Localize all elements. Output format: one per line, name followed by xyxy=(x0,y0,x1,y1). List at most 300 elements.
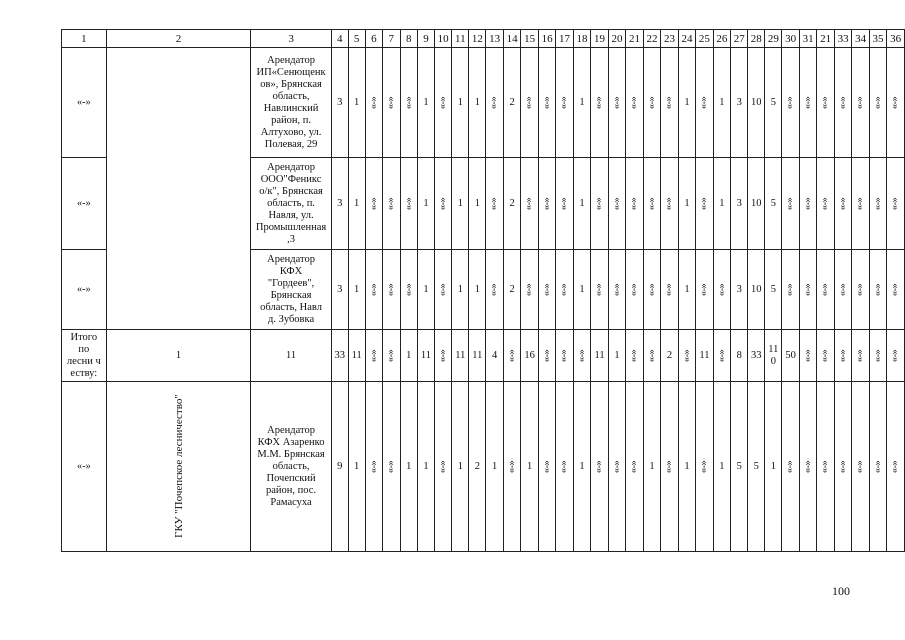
value-cell xyxy=(503,48,520,158)
value-text: 3 xyxy=(736,197,742,209)
value-text: 1 xyxy=(719,460,725,472)
dash-mark: «-» xyxy=(784,96,796,109)
value-text: 4 xyxy=(491,349,498,361)
value-cell xyxy=(348,382,365,552)
data-table xyxy=(61,29,905,552)
value-cell xyxy=(661,330,678,382)
value-text: 3 xyxy=(337,197,343,209)
header-cell: 21 xyxy=(626,30,643,48)
value-cell xyxy=(486,158,503,250)
value-cell xyxy=(852,330,869,382)
value-cell xyxy=(696,330,713,382)
dash-mark: «-» xyxy=(645,197,657,210)
header-cell: 1 xyxy=(62,30,107,48)
value-cell xyxy=(591,330,608,382)
cell-line: Навля, ул. xyxy=(268,209,314,221)
dash-mark: «-» xyxy=(854,349,866,362)
value-cell xyxy=(678,382,695,552)
header-cell: 29 xyxy=(765,30,782,48)
header-cell: 16 xyxy=(538,30,555,48)
dash-mark: «-» xyxy=(837,96,849,109)
dash-mark: «-» xyxy=(523,96,535,109)
dash-mark: «-» xyxy=(385,460,397,473)
value-cell xyxy=(348,250,365,330)
value-cell xyxy=(591,250,608,330)
lessee-description xyxy=(251,382,332,552)
dash-mark: «-» xyxy=(872,96,884,109)
cell-line: лесни ч xyxy=(66,355,101,367)
value-cell xyxy=(713,250,730,330)
cell-line: район, пос. xyxy=(266,484,317,496)
value-cell xyxy=(817,382,834,552)
value-cell xyxy=(538,330,555,382)
value-cell xyxy=(869,158,886,250)
value-cell xyxy=(365,158,382,250)
value-text: 1 xyxy=(457,197,463,209)
dash-mark: «-» xyxy=(802,349,814,362)
dash-mark: «-» xyxy=(437,460,449,473)
value-cell xyxy=(608,330,625,382)
dash-mark: «-» xyxy=(889,96,901,109)
value-cell xyxy=(799,250,816,330)
dash-mark: «-» xyxy=(854,197,866,210)
dash-mark: «-» xyxy=(367,197,379,210)
value-text: 1 xyxy=(423,460,429,472)
dash-mark: «-» xyxy=(611,460,622,473)
value-text: 11 xyxy=(351,349,362,361)
dash-mark: «-» xyxy=(628,460,640,473)
table-row xyxy=(62,48,905,158)
value-cell xyxy=(486,382,503,552)
value-cell xyxy=(678,158,695,250)
value-cell xyxy=(696,382,713,552)
value-cell xyxy=(556,330,573,382)
value-cell xyxy=(348,48,365,158)
cell-line: область, Навл xyxy=(260,301,322,313)
value-cell xyxy=(713,330,730,382)
header-cell: 35 xyxy=(869,30,886,48)
value-text: 1 xyxy=(354,96,360,108)
value-cell xyxy=(556,158,573,250)
dash-mark: «-» xyxy=(558,460,570,473)
value-cell xyxy=(573,330,590,382)
dash-mark: «-» xyxy=(837,283,849,296)
dash-mark: «-» xyxy=(385,349,397,362)
value-cell xyxy=(869,330,886,382)
value-cell xyxy=(852,250,869,330)
value-cell xyxy=(418,330,435,382)
value-cell xyxy=(452,250,469,330)
value-cell xyxy=(731,330,748,382)
dash-mark: «-» xyxy=(488,96,500,109)
dash-mark: «-» xyxy=(628,283,640,296)
value-text: 33 xyxy=(334,349,346,361)
value-cell xyxy=(765,48,782,158)
value-cell xyxy=(331,250,348,330)
value-cell xyxy=(887,382,905,552)
value-cell xyxy=(538,382,555,552)
value-cell xyxy=(782,250,799,330)
value-cell xyxy=(591,48,608,158)
cell-line: Полевая, 29 xyxy=(264,138,318,150)
value-text: 5 xyxy=(736,460,742,472)
value-text: 11 xyxy=(455,349,466,361)
value-cell xyxy=(365,48,382,158)
value-cell xyxy=(765,158,782,250)
dash-mark: «-» xyxy=(367,283,379,296)
value-cell xyxy=(817,158,834,250)
dash-mark: «-» xyxy=(802,197,814,210)
header-cell: 15 xyxy=(521,30,538,48)
cell-line: М.М. Брянская xyxy=(257,448,325,460)
header-cell: 20 xyxy=(608,30,625,48)
header-cell: 31 xyxy=(799,30,816,48)
value-cell xyxy=(748,250,765,330)
dash-mark: «-» xyxy=(645,96,657,109)
value-cell xyxy=(869,382,886,552)
value-cell xyxy=(348,158,365,250)
value-cell xyxy=(556,48,573,158)
dash-mark: «-» xyxy=(645,283,657,296)
value-cell xyxy=(799,330,816,382)
dash-mark: «-» xyxy=(854,283,866,296)
header-cell: 8 xyxy=(400,30,417,48)
cell-line: по xyxy=(78,343,90,355)
value-cell xyxy=(573,158,590,250)
dash-mark: «-» xyxy=(628,96,640,109)
dash-mark: «-» xyxy=(437,349,449,362)
dash-mark: «-» xyxy=(558,197,570,210)
cell-line: область, п. xyxy=(267,197,315,209)
header-cell: 28 xyxy=(748,30,765,48)
value-cell xyxy=(626,382,643,552)
value-text: 1 xyxy=(457,460,463,472)
value-cell xyxy=(765,330,782,382)
header-cell: 10 xyxy=(434,30,451,48)
value-text: 2 xyxy=(509,197,515,209)
value-cell xyxy=(434,330,451,382)
value-cell xyxy=(696,250,713,330)
dash-mark: «-» xyxy=(854,460,866,473)
dash-mark: «-» xyxy=(367,96,379,109)
value-cell xyxy=(452,158,469,250)
header-cell: 30 xyxy=(782,30,799,48)
value-cell xyxy=(782,330,799,382)
value-text: 1 xyxy=(423,96,429,108)
dash-mark: «-» xyxy=(802,283,814,296)
value-cell xyxy=(538,48,555,158)
value-cell xyxy=(852,382,869,552)
value-cell xyxy=(643,330,660,382)
dash-mark: «-» xyxy=(837,460,849,473)
cell-line: о/к", Брянская xyxy=(259,185,323,197)
value-cell xyxy=(887,158,905,250)
value-text: 1 xyxy=(684,197,690,209)
dash-mark: «-» xyxy=(506,349,518,362)
value-cell xyxy=(731,250,748,330)
value-cell xyxy=(365,250,382,330)
value-text: 3 xyxy=(337,283,343,295)
value-cell xyxy=(869,250,886,330)
value-text: 3 xyxy=(337,96,343,108)
dash-mark: «-» xyxy=(576,349,588,362)
header-cell: 3 xyxy=(251,30,332,48)
value-cell xyxy=(817,48,834,158)
dash-mark: «-» xyxy=(698,460,710,473)
header-cell: 27 xyxy=(731,30,748,48)
lessee-description xyxy=(251,250,332,330)
dash-mark: «-» xyxy=(523,197,535,210)
dash-mark: «-» xyxy=(611,197,622,210)
value-cell xyxy=(573,48,590,158)
header-cell: 25 xyxy=(696,30,713,48)
value-cell xyxy=(887,48,905,158)
header-cell: 2 xyxy=(106,30,251,48)
value-cell xyxy=(626,48,643,158)
dash-mark: «-» xyxy=(437,197,449,210)
value-cell xyxy=(434,158,451,250)
dash-mark: «-» xyxy=(819,349,831,362)
dash-mark: «-» xyxy=(837,349,849,362)
value-cell xyxy=(521,382,538,552)
dash-mark: «-» xyxy=(819,197,831,210)
value-text: 16 xyxy=(524,349,535,361)
value-cell xyxy=(782,48,799,158)
dash-mark: «-» xyxy=(385,96,397,109)
value-cell xyxy=(331,48,348,158)
header-cell: 5 xyxy=(348,30,365,48)
header-cell: 24 xyxy=(678,30,695,48)
value-cell xyxy=(383,330,400,382)
value-text: 11 0 xyxy=(768,343,779,367)
dash-mark: «-» xyxy=(819,460,831,473)
cell-line: Почепский xyxy=(266,472,316,484)
value-text: 1 xyxy=(474,197,480,209)
value-cell xyxy=(521,250,538,330)
dash-mark: «-» xyxy=(663,96,675,109)
value-text: 1 xyxy=(457,96,463,108)
dash-mark: «-» xyxy=(802,96,814,109)
dash-mark: «-» xyxy=(872,197,884,210)
dash-mark: «-» xyxy=(872,460,884,473)
value-cell xyxy=(331,382,348,552)
row-marker: «-» xyxy=(62,48,107,158)
value-cell xyxy=(608,48,625,158)
dash-mark: «-» xyxy=(784,197,796,210)
value-cell xyxy=(503,250,520,330)
cell-line: Арендатор xyxy=(267,253,315,265)
dash-mark: «-» xyxy=(819,283,831,296)
value-cell xyxy=(452,48,469,158)
value-cell xyxy=(521,158,538,250)
value-cell xyxy=(661,250,678,330)
cell-line: ,3 xyxy=(287,233,295,245)
dash-mark: «-» xyxy=(663,197,675,210)
dash-mark: «-» xyxy=(593,283,605,296)
value-cell xyxy=(331,330,348,382)
total-row xyxy=(62,330,905,382)
value-cell xyxy=(383,250,400,330)
value-cell xyxy=(799,48,816,158)
dash-mark: «-» xyxy=(541,460,553,473)
dash-mark: «-» xyxy=(784,283,796,296)
value-cell xyxy=(383,382,400,552)
value-text: 2 xyxy=(474,460,480,472)
value-cell xyxy=(418,382,435,552)
value-cell xyxy=(852,158,869,250)
value-cell xyxy=(452,330,469,382)
header-cell: 4 xyxy=(331,30,348,48)
cell-line: Итого xyxy=(70,331,98,343)
value-cell xyxy=(434,250,451,330)
header-row xyxy=(62,30,905,48)
value-text: 1 xyxy=(406,349,412,361)
value-cell xyxy=(469,250,486,330)
value-cell xyxy=(469,330,486,382)
lessee-description xyxy=(251,48,332,158)
cell-line: Арендатор xyxy=(267,54,315,66)
value-cell xyxy=(765,382,782,552)
dash-mark: «-» xyxy=(889,349,901,362)
value-text: 1 xyxy=(649,460,655,472)
dash-mark: «-» xyxy=(698,96,710,109)
header-cell: 11 xyxy=(452,30,469,48)
value-cell xyxy=(661,382,678,552)
value-cell xyxy=(887,330,905,382)
dash-mark: «-» xyxy=(593,96,605,109)
value-text: 1 xyxy=(579,96,585,108)
header-cell: 13 xyxy=(486,30,503,48)
value-cell xyxy=(469,158,486,250)
cell-line: район, п. xyxy=(271,114,312,126)
dash-mark: «-» xyxy=(541,96,553,109)
value-cell xyxy=(400,382,417,552)
cell-line: КФХ xyxy=(279,265,303,277)
row-marker: «-» xyxy=(62,382,107,552)
value-cell xyxy=(661,48,678,158)
value-cell xyxy=(748,330,765,382)
dash-mark: «-» xyxy=(523,283,535,296)
dash-mark: «-» xyxy=(715,283,727,296)
dash-mark: «-» xyxy=(854,96,866,109)
dash-mark: «-» xyxy=(558,283,570,296)
table-row xyxy=(62,382,905,552)
lessee-description xyxy=(251,158,332,250)
header-cell: 21 xyxy=(817,30,834,48)
value-text: 1 xyxy=(354,283,360,295)
header-cell: 19 xyxy=(591,30,608,48)
value-cell xyxy=(748,158,765,250)
value-cell xyxy=(626,330,643,382)
value-cell xyxy=(834,158,851,250)
value-text: 1 xyxy=(354,197,360,209)
value-cell xyxy=(731,382,748,552)
forestry-name-text: ГКУ "Почепское лесничество" xyxy=(172,394,185,538)
value-cell xyxy=(348,330,365,382)
cell-line: Рамасуха xyxy=(270,496,312,508)
value-cell xyxy=(521,48,538,158)
value-cell xyxy=(799,158,816,250)
value-cell xyxy=(418,48,435,158)
cell-line: д. Зубовка xyxy=(268,313,315,325)
value-cell xyxy=(643,48,660,158)
value-cell xyxy=(365,330,382,382)
value-cell xyxy=(626,250,643,330)
dash-mark: «-» xyxy=(698,197,710,210)
value-cell xyxy=(400,330,417,382)
value-cell xyxy=(799,382,816,552)
dash-mark: «-» xyxy=(645,349,657,362)
value-text: 1 xyxy=(770,460,776,472)
dash-mark: «-» xyxy=(715,349,727,362)
dash-mark: «-» xyxy=(819,96,831,109)
dash-mark: «-» xyxy=(872,283,884,296)
dash-mark: «-» xyxy=(402,197,414,210)
total-col2: 1 xyxy=(106,330,251,382)
dash-mark: «-» xyxy=(402,96,414,109)
header-cell: 36 xyxy=(887,30,905,48)
value-cell xyxy=(469,48,486,158)
value-cell xyxy=(486,48,503,158)
value-text: 1 xyxy=(684,96,690,108)
value-cell xyxy=(418,250,435,330)
header-cell: 18 xyxy=(573,30,590,48)
value-text: 1 xyxy=(684,460,690,472)
value-cell xyxy=(452,382,469,552)
value-text: 3 xyxy=(736,96,742,108)
value-cell xyxy=(713,158,730,250)
value-cell xyxy=(852,48,869,158)
dash-mark: «-» xyxy=(541,349,553,362)
value-cell xyxy=(678,48,695,158)
header-cell: 33 xyxy=(834,30,851,48)
value-cell xyxy=(782,382,799,552)
cell-line: Навлинский xyxy=(263,102,319,114)
cell-line: область, xyxy=(272,90,310,102)
value-text: 1 xyxy=(579,283,585,295)
value-cell xyxy=(469,382,486,552)
dash-mark: «-» xyxy=(558,96,570,109)
dash-mark: «-» xyxy=(402,283,414,296)
value-text: 1 xyxy=(719,197,725,209)
value-cell xyxy=(608,158,625,250)
header-cell: 9 xyxy=(418,30,435,48)
dash-mark: «-» xyxy=(663,283,675,296)
cell-line: ООО"Феникс xyxy=(260,173,322,185)
header-cell: 12 xyxy=(469,30,486,48)
value-text: 10 xyxy=(751,197,762,209)
cell-line: ИП«Сенющенк xyxy=(256,66,326,78)
header-cell: 7 xyxy=(383,30,400,48)
dash-mark: «-» xyxy=(488,197,500,210)
value-cell xyxy=(834,330,851,382)
dash-mark: «-» xyxy=(698,283,710,296)
value-text: 3 xyxy=(736,283,742,295)
cell-line: ов», Брянская xyxy=(260,78,322,90)
value-cell xyxy=(696,48,713,158)
value-cell xyxy=(643,250,660,330)
value-text: 1 xyxy=(579,460,585,472)
header-cell: 26 xyxy=(713,30,730,48)
dash-mark: «-» xyxy=(611,283,622,296)
value-text: 1 xyxy=(719,96,725,108)
value-cell xyxy=(556,250,573,330)
forestry-name xyxy=(106,382,251,552)
value-text: 11 xyxy=(699,349,710,361)
value-cell xyxy=(643,158,660,250)
value-cell xyxy=(573,382,590,552)
value-cell xyxy=(713,382,730,552)
